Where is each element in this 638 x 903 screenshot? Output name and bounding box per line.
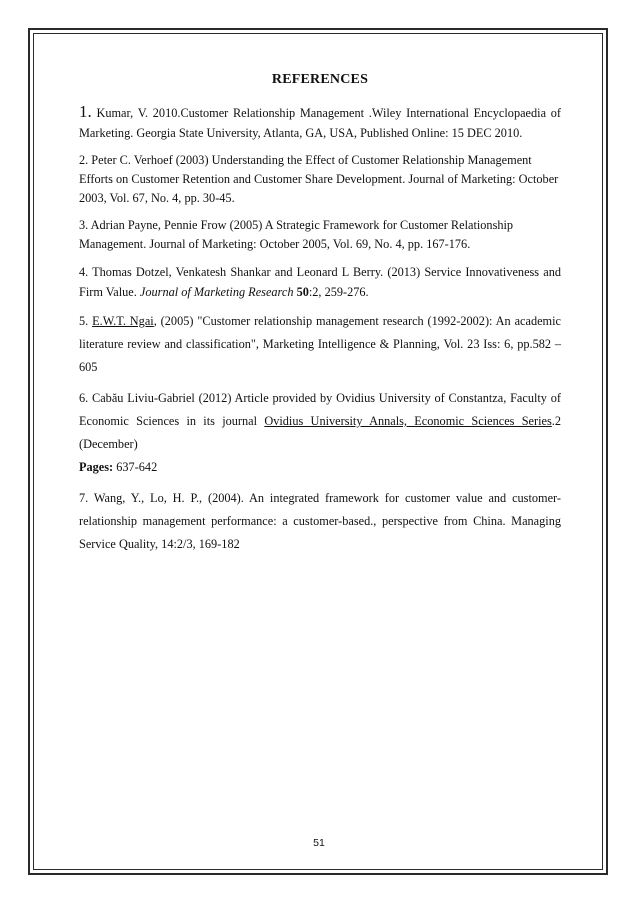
reference-5-number: 5. xyxy=(79,314,93,328)
reference-5 xyxy=(79,310,561,379)
reference-4-journal: Journal of Marketing Research xyxy=(139,285,294,299)
reference-6-issue: .2 (December) xyxy=(79,414,562,451)
reference-7: 7. Wang, Y., Lo, H. P., (2004). An integrated framework for customer value and customer-relationship management performance: a customer-based., perspective from China. Managing Service Quality, 14:2/3, 169-182 xyxy=(79,491,561,551)
reference-5-text: , (2005) "Customer relationship management research (1992-2002): An academic literature review and classification", Marketing Intelligence & Planning, Vol. 23 Iss: 6, pp.582 – 605 xyxy=(79,314,561,374)
reference-6-journal-link[interactable]: Ovidius University Annals, Economic Sciences Series xyxy=(264,414,552,428)
reference-4-text: 4. Thomas Dotzel, Venkatesh Shankar and Leonard L Berry. (2013) Service Innovativeness and Firm Value. xyxy=(79,265,561,299)
reference-2: 2. Peter C. Verhoef (2003) Understanding the Effect of Customer Relationship Management Efforts on Customer Retention and Customer Share Development. Journal of Marketing: October 2003, Vol. 67, No. 4, pp. 30-45. xyxy=(79,153,559,205)
reference-6-pages-label: Pages: xyxy=(79,460,114,474)
reference-3: 3. Adrian Payne, Pennie Frow (2005) A Strategic Framework for Customer Relationship Management. Journal of Marketing: October 2005, Vol. 69, No. 4, pp. 167-176. xyxy=(79,218,514,251)
reference-4 xyxy=(79,262,561,302)
page-number: 51 xyxy=(313,837,325,849)
reference-4-issue: :2, 259-276. xyxy=(308,285,369,299)
reference-6-pages-value: 637-642 xyxy=(113,460,158,474)
reference-6 xyxy=(79,387,561,479)
reference-1-number: 1. xyxy=(79,102,92,121)
reference-4-volume: 50 xyxy=(296,285,309,299)
reference-1-text: Kumar, V. 2010.Customer Relationship Management .Wiley International Encyclopaedia of Marketing. Georgia State University, Atlanta, GA, USA, Published Online: 15 DEC 2010. xyxy=(79,106,561,140)
references-content xyxy=(79,72,561,564)
reference-5-author-link[interactable]: E.W.T. Ngai xyxy=(92,314,154,328)
page-title: REFERENCES xyxy=(271,72,369,87)
reference-6-text: 6. Cabău Liviu-Gabriel (2012) Article provided by Ovidius University of Constantza, Faculty of Economic Sciences in its journal xyxy=(79,391,561,428)
reference-1 xyxy=(79,102,561,143)
